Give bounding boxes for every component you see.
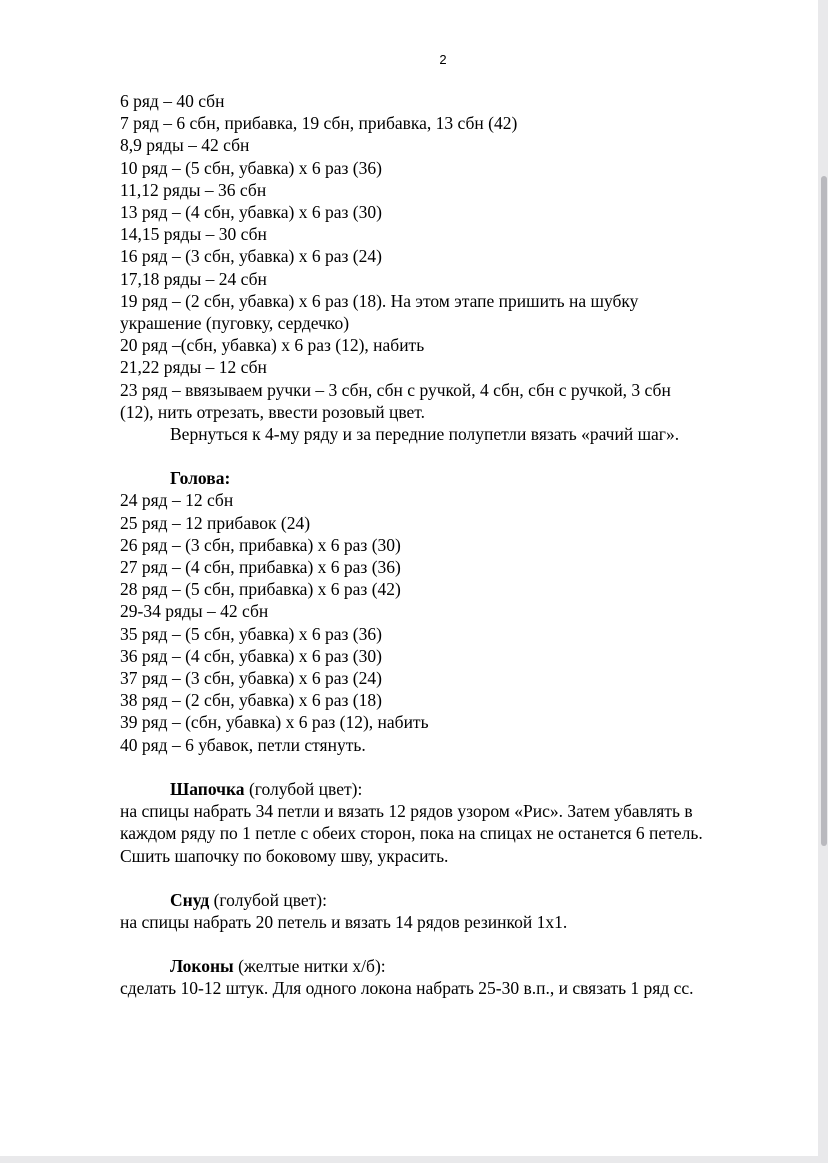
snood-section — [120, 889, 770, 933]
row-line: 29-34 ряды – 42 сбн — [120, 601, 269, 622]
text-line: Сшить шапочку по боковому шву, украсить. — [120, 845, 449, 866]
text-line: каждом ряду по 1 петле с обеих сторон, пока на спицах не останется 6 петель. — [120, 823, 703, 844]
row-line: 8,9 ряды – 42 сбн — [120, 135, 250, 156]
viewer-bottom-edge — [0, 1156, 828, 1163]
spacer — [120, 445, 770, 467]
row-line: 20 ряд –(сбн, убавка) х 6 раз (12), набить — [120, 335, 425, 356]
curls-section — [120, 955, 770, 999]
row-line: 13 ряд – (4 сбн, убавка) х 6 раз (30) — [120, 202, 382, 223]
section-title — [120, 889, 770, 911]
row-line: 40 ряд – 6 убавок, петли стянуть. — [120, 734, 366, 755]
rows-part1 — [120, 90, 770, 445]
row-line: 23 ряд – ввязываем ручки – 3 сбн, сбн с ручкой, 4 сбн, сбн с ручкой, 3 сбн — [120, 379, 671, 400]
row-line: 11,12 ряды – 36 сбн — [120, 179, 267, 200]
section-title-text: Голова: — [170, 468, 231, 489]
row-line: 14,15 ряды – 30 сбн — [120, 224, 267, 245]
viewer-scrollbar-thumb[interactable] — [821, 176, 827, 846]
row-line: 24 ряд – 12 сбн — [120, 490, 234, 511]
section-title — [120, 467, 770, 489]
row-line: 21,22 ряды – 12 сбн — [120, 357, 267, 378]
row-line: 26 ряд – (3 сбн, прибавка) х 6 раз (30) — [120, 534, 401, 555]
row-line: 25 ряд – 12 прибавок (24) — [120, 512, 311, 533]
spacer — [120, 933, 770, 955]
row-line: 6 ряд – 40 сбн — [120, 91, 225, 111]
row-line: 36 ряд – (4 сбн, убавка) х 6 раз (30) — [120, 645, 382, 666]
row-line: 35 ряд – (5 сбн, убавка) х 6 раз (36) — [120, 623, 382, 644]
hat-section — [120, 778, 770, 867]
row-line: 37 ряд – (3 сбн, убавка) х 6 раз (24) — [120, 668, 382, 689]
head-section — [120, 467, 770, 756]
text-line: на спицы набрать 34 петли и вязать 12 рядов узором «Рис». Затем убавлять в — [120, 801, 693, 822]
row-line: 27 ряд – (4 сбн, прибавка) х 6 раз (36) — [120, 557, 401, 578]
section-title-text: Снуд — [170, 889, 210, 910]
page-number: 2 — [439, 52, 447, 67]
row-line: 16 ряд – (3 сбн, убавка) х 6 раз (24) — [120, 246, 382, 267]
row-line: 28 ряд – (5 сбн, прибавка) х 6 раз (42) — [120, 579, 401, 600]
section-subtitle: (голубой цвет): — [244, 778, 363, 799]
row-line: (12), нить отрезать, ввести розовый цвет. — [120, 401, 425, 422]
spacer — [120, 756, 770, 778]
row-line: 7 ряд – 6 сбн, прибавка, 19 сбн, прибавка, 13 сбн (42) — [120, 113, 518, 134]
row-line: 38 ряд – (2 сбн, убавка) х 6 раз (18) — [120, 690, 382, 711]
row-line: украшение (пуговку, сердечко) — [120, 313, 350, 334]
section-subtitle: (желтые нитки х/б): — [233, 956, 386, 977]
spacer — [120, 867, 770, 889]
text-line: на спицы набрать 20 петель и вязать 14 рядов резинкой 1х1. — [120, 911, 568, 932]
row-line: 10 ряд – (5 сбн, убавка) х 6 раз (36) — [120, 157, 382, 178]
text-line: сделать 10-12 штук. Для одного локона набрать 25-30 в.п., и связать 1 ряд сс. — [120, 978, 694, 999]
row-line: 39 ряд – (сбн, убавка) х 6 раз (12), набить — [120, 712, 429, 733]
section-title — [120, 955, 770, 977]
section-title — [120, 778, 770, 800]
section-title-text: Локоны — [170, 956, 234, 977]
section-title-text: Шапочка — [170, 778, 245, 799]
indent-note: Вернуться к 4-му ряду и за передние полупетли вязать «рачий шаг». — [170, 424, 680, 445]
row-line: 19 ряд – (2 сбн, убавка) х 6 раз (18). На этом этапе пришить на шубку — [120, 290, 639, 311]
section-subtitle: (голубой цвет): — [209, 889, 327, 910]
row-line: 17,18 ряды – 24 сбн — [120, 268, 267, 289]
document-body — [120, 90, 770, 1000]
